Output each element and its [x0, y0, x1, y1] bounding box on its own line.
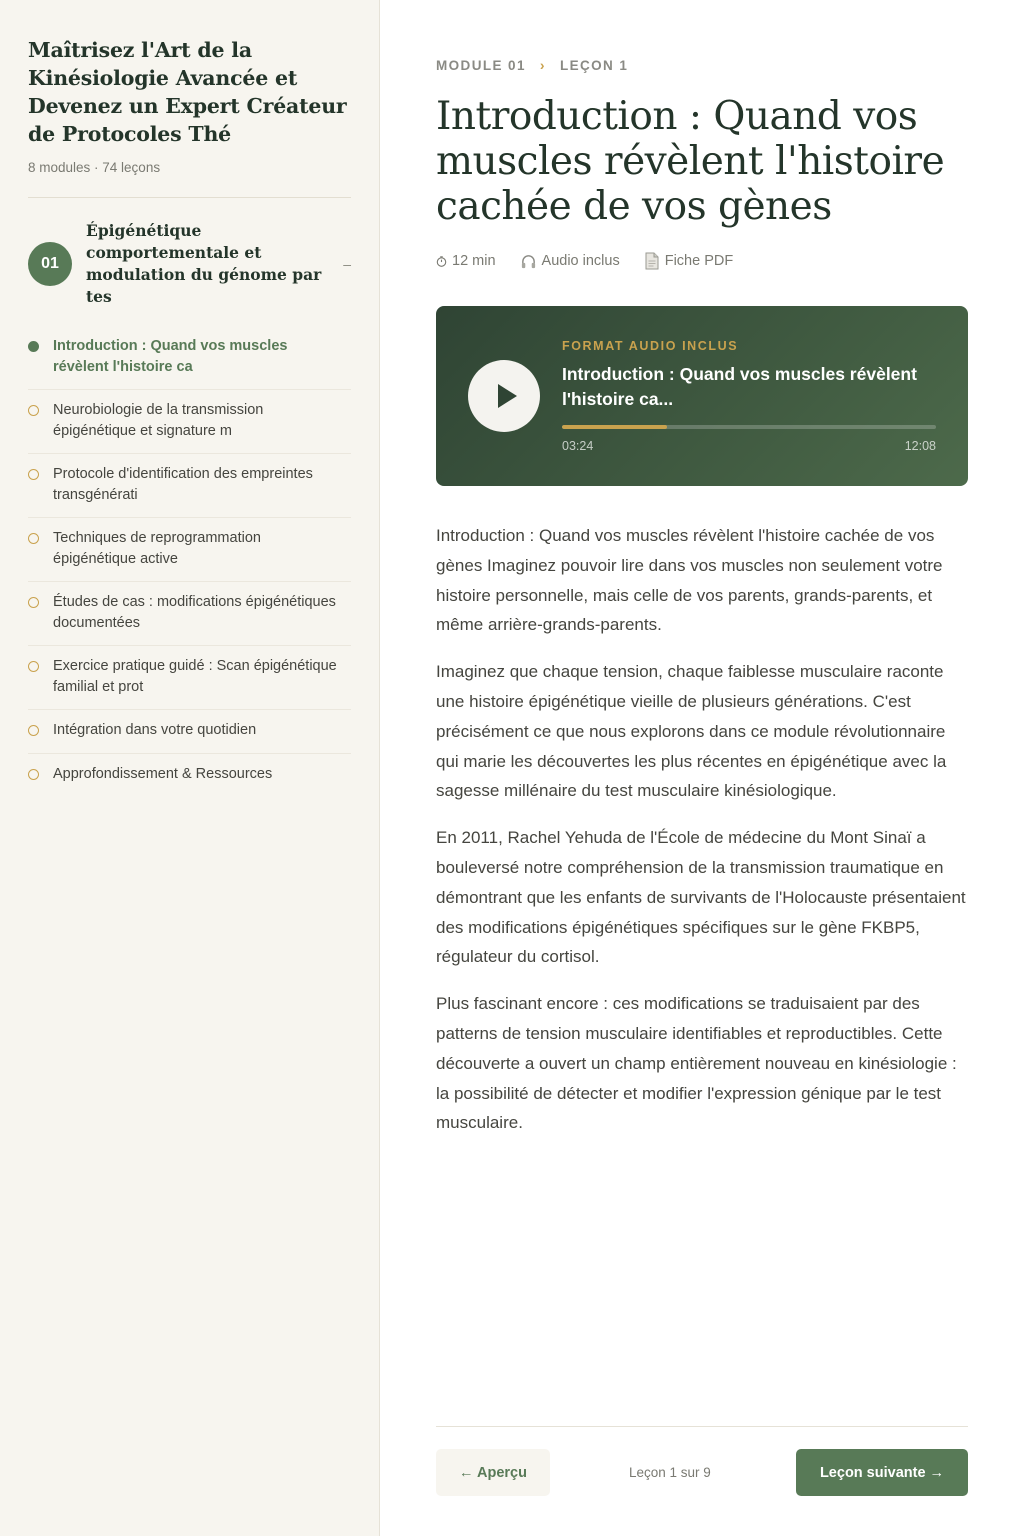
page-title: Introduction : Quand vos muscles révèlent l'histoire cachée de vos gènes: [436, 94, 945, 229]
lesson-status-dot-icon: [28, 661, 39, 672]
lesson-item[interactable]: [28, 754, 351, 797]
lesson-status-dot-icon: [28, 597, 39, 608]
headphones-icon: [520, 253, 537, 270]
audio-progress-fill: [562, 425, 667, 429]
course-title: Maîtrisez l'Art de la Kinésiologie Avancée et Devenez un Expert Créateur de Protocoles Thé: [28, 38, 347, 146]
timer-icon: [436, 256, 447, 267]
lesson-item[interactable]: [28, 710, 351, 754]
lesson-item[interactable]: [28, 454, 351, 518]
lesson-status-dot-icon: [28, 769, 39, 780]
lesson-label: Études de cas : modifications épigénétiques documentées: [53, 594, 336, 631]
lesson-status-dot-icon: [28, 469, 39, 480]
lesson-item[interactable]: [28, 646, 351, 710]
footer-divider: [436, 1426, 968, 1427]
lesson-paragraph: Plus fascinant encore : ces modifications se traduisaient par des patterns de tension musculaire identifiables et reproductibles. Cette découverte a ouvert un champ entièrement nouveau en kinésiologie : la possibilité de détecter et modifier l'expression génique par le test musculaire.: [436, 994, 957, 1133]
breadcrumb-lesson: LEÇON 1: [559, 57, 629, 73]
lesson-meta: [436, 252, 757, 270]
module-number-badge: 01: [28, 242, 72, 286]
lesson-item[interactable]: [28, 390, 351, 454]
previous-button[interactable]: ← Aperçu: [436, 1449, 550, 1496]
play-icon: [496, 383, 518, 409]
lesson-paragraph: En 2011, Rachel Yehuda de l'École de médecine du Mont Sinaï a bouleversé notre compréhension de la transmission traumatique en démontrant que les enfants de survivants de l'Holocauste présentaient des modifications épigénétiques spécifiques sur le gène FKBP5, régulateur du cortisol.: [436, 828, 966, 967]
pdf-meta[interactable]: [644, 252, 734, 270]
lesson-content: [436, 0, 968, 1536]
lesson-item[interactable]: [28, 582, 351, 646]
audio-player: [436, 306, 968, 486]
lesson-status-dot-icon: [28, 341, 39, 352]
lesson-label: Approfondissement & Ressources: [53, 765, 273, 782]
audio-title: Introduction : Quand vos muscles révèlent l'histoire ca...: [562, 364, 917, 409]
lesson-body: [436, 521, 968, 1155]
next-lesson-button[interactable]: Leçon suivante →: [796, 1449, 968, 1496]
breadcrumb: [436, 57, 628, 73]
page-indicator: Leçon 1 sur 9: [629, 1465, 711, 1480]
collapse-toggle-icon[interactable]: –: [343, 256, 351, 272]
lesson-paragraph: Imaginez que chaque tension, chaque faiblesse musculaire raconte une histoire épigénétique vieille de plusieurs générations. C'est précisément ce que nous explorons dans ce module révolutionnaire qui marie les découvertes les plus récentes en épigénétique avec la sagesse millénaire du test musculaire kinésiologique.: [436, 662, 947, 801]
chevron-right-icon: ›: [539, 57, 546, 73]
lesson-paragraph: Introduction : Quand vos muscles révèlent l'histoire cachée de vos gènes Imaginez pouvoir lire dans vos muscles non seulement votre histoire personnelle, mais celle de vos parents, grands-parents, et même arrière-grands-parents.: [436, 526, 943, 635]
lesson-label: Exercice pratique guidé : Scan épigénétique familial et prot: [53, 658, 337, 695]
audio-kicker: FORMAT AUDIO INCLUS: [562, 339, 739, 353]
module-header[interactable]: [28, 220, 351, 308]
lesson-item[interactable]: [28, 518, 351, 582]
lesson-label: Protocole d'identification des empreintes transgénérati: [53, 466, 313, 503]
audio-progress-bar[interactable]: [562, 425, 936, 429]
audio-meta: [520, 253, 620, 270]
audio-included-label: Audio inclus: [541, 253, 620, 269]
duration-meta: [436, 253, 496, 269]
lesson-label: Intégration dans votre quotidien: [53, 722, 257, 738]
lesson-status-dot-icon: [28, 533, 39, 544]
document-icon: [644, 252, 660, 270]
audio-total-time: 12:08: [904, 439, 936, 453]
sidebar-divider: [28, 197, 351, 198]
lesson-list: [28, 326, 351, 796]
sidebar: [0, 0, 380, 1536]
audio-current-time: 03:24: [562, 439, 594, 453]
pdf-label: Fiche PDF: [664, 253, 734, 269]
lesson-status-dot-icon: [28, 725, 39, 736]
module-title: Épigénétique comportementale et modulation du génome par tes: [86, 221, 322, 306]
lesson-item[interactable]: [28, 326, 351, 390]
lesson-status-dot-icon: [28, 405, 39, 416]
lesson-label: Introduction : Quand vos muscles révèlent l'histoire ca: [53, 338, 288, 375]
lesson-label: Neurobiologie de la transmission épigénétique et signature m: [53, 402, 264, 439]
lesson-label: Techniques de reprogrammation épigénétique active: [53, 530, 261, 567]
play-button[interactable]: [468, 360, 540, 432]
duration-label: 12 min: [452, 253, 496, 269]
course-meta: 8 modules · 74 leçons: [28, 160, 161, 175]
breadcrumb-module[interactable]: MODULE 01: [436, 57, 526, 73]
